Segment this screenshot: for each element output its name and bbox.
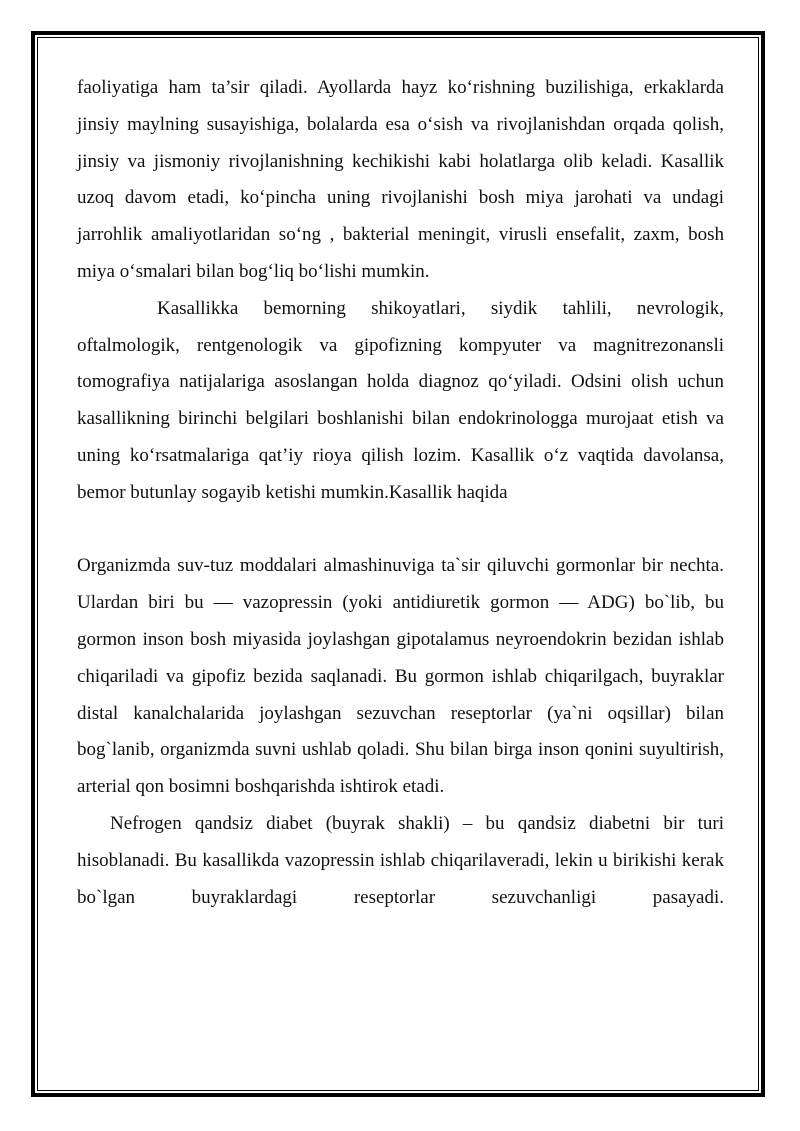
paragraph-spacer — [77, 512, 724, 549]
paragraph-4: Nefrogen qandsiz diabet (buyrak shakli) – bu qandsiz diabetni bir turi hisoblanadi. Bu kasallikda vazopressin ishlab chiqarilaveradi, lekin u birikishi kerak bo`lgan buyraklardagi reseptorlar sezuvchanligi pasayadi. — [77, 812, 724, 908]
paragraph-1: faoliyatiga ham ta’sir qiladi. Ayollarda hayz ko‘rishning buzilishiga, erkaklarda jinsiy maylning susayishiga, bolalarda esa o‘sish va rivojlanishdan orqada qolish, jinsiy va jismoniy rivojlanishning kechikishi kabi holatlarga olib keladi. Kasallik uzoq davom etadi, ko‘pincha uning rivojlanishi bosh miya jarohati va undagi jarrohlik amaliyotlaridan so‘ng , bakterial meningit, virusli ensefalit, zaxm, bosh miya o‘smalari bilan bog‘liq bo‘lishi mumkin. — [77, 77, 724, 282]
document-body — [77, 70, 724, 916]
paragraph-2: Kasallikka bemorning shikoyatlari, siydik tahlili, nevrologik, oftalmologik, rentgenologik va gipofizning kompyuter va magnitrezonansli tomografiya natijalariga asoslangan holda diagnoz qo‘yiladi. Odsini olish uchun kasallikning birinchi belgilari boshlanishi bilan endokrinologga murojaat etish va uning ko‘rsatmalariga qat’iy rioya qilish lozim. Kasallik o‘z vaqtida davolansa, bemor butunlay sogayib ketishi mumkin.Kasallik haqida — [77, 297, 724, 503]
paragraph-3: Organizmda suv-tuz moddalari almashinuviga ta`sir qiluvchi gormonlar bir nechta. Ulardan biri bu — vazopressin (yoki antidiuretik gormon — ADG) bo`lib, bu gormon inson bosh miyasida joylashgan gipotalamus neyroendokrin bezidan ishlab chiqariladi va gipofiz bezida saqlanadi. Bu gormon ishlab chiqarilgach, buyraklar distal kanalchalarida joylashgan sezuvchan reseptorlar (ya`ni oqsillar) bilan bog`lanib, organizmda suvni ushlab qoladi. Shu bilan birga inson qonini suyultirish, arterial qon bosimni boshqarishda ishtirok etadi. — [77, 555, 724, 798]
